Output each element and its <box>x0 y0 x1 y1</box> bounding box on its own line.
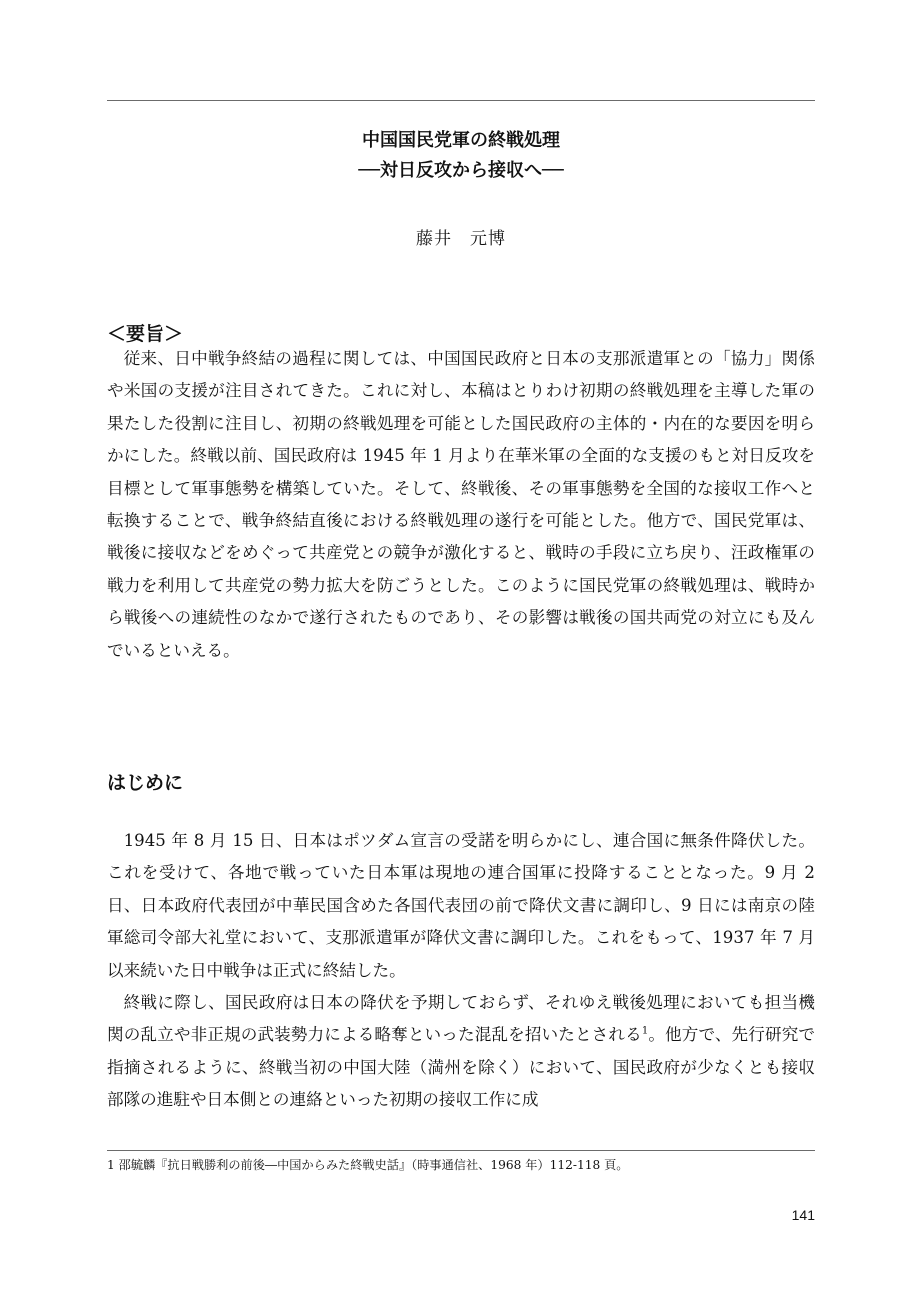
introduction-body <box>107 825 815 1117</box>
intro-paragraph-2 <box>107 987 815 1117</box>
intro-paragraph-2-text: 終戦に際し、国民政府は日本の降伏を予期しておらず、それゆえ戦後処理においても担当機関の乱立や非正規の武装勢力による略奪といった混乱を招いたとされる <box>107 993 815 1045</box>
abstract-paragraph: 従来、日中戦争終結の過程に関しては、中国国民政府と日本の支那派遣軍との「協力」関係や米国の支援が注目されてきた。これに対し、本稿はとりわけ初期の終戦処理を主導した軍の果たした役割に注目し、初期の終戦処理を可能とした国民政府の主体的・内在的な要因を明らかにした。終戦以前、国民政府は 1945 年 1 月より在華米軍の全面的な支援のもと対日反攻を目標として軍事態勢を構築していた。そして、終戦後、その軍事態勢を全国的な接収工作へと転換することで、戦争終結直後における終戦処理の遂行を可能とした。他方で、国民党軍は、戦後に接収などをめぐって共産党との競争が激化すると、戦時の手段に立ち戻り、汪政権軍の戦力を利用して共産党の勢力拡大を防ごうとした。このように国民党軍の終戦処理は、戦時から戦後への連続性のなかで遂行されたものであり、その影響は戦後の国共両党の対立にも及んでいるといえる。 <box>107 349 815 660</box>
paper-subtitle: ──対日反攻から接収へ── <box>358 160 564 181</box>
abstract-body <box>107 343 815 667</box>
author-name: 藤井 元博 <box>416 229 506 249</box>
introduction-heading: はじめに <box>107 772 184 794</box>
footnote-reference[interactable]: 1 <box>641 1025 649 1037</box>
paper-title: 中国国民党軍の終戦処理 <box>362 130 560 151</box>
page-number: 141 <box>791 1207 815 1223</box>
title-block <box>107 126 815 186</box>
abstract-heading: ＜要旨＞ <box>107 323 184 345</box>
header-rule <box>107 100 815 101</box>
footnote-rule <box>107 1150 815 1151</box>
intro-paragraph-1: 1945 年 8 月 15 日、日本はポツダム宣言の受諾を明らかにし、連合国に無条件降伏した。これを受けて、各地で戦っていた日本軍は現地の連合国軍に投降することとなった。9 月 2 日、日本政府代表団が中華民国含めた各国代表団の前で降伏文書に調印し、9 日には南京の陸軍総司令部大礼堂において、支那派遣軍が降伏文書に調印した。これをもって、1937 年 7 月以来続いた日中戦争は正式に終結した。 <box>107 831 815 980</box>
footnote: 1 邵毓麟『抗日戦勝利の前後―中国からみた終戦史話』（時事通信社、1968 年）112-118 頁。 <box>107 1158 629 1172</box>
intro-paragraph-2-continuation: 。他方で、先行研究で指摘されるように、終戦当初の中国大陸（満州を除く）において、国民政府が少なくとも接収部隊の進駐や日本側との連絡といった初期の接収工作に成 <box>107 1025 816 1110</box>
